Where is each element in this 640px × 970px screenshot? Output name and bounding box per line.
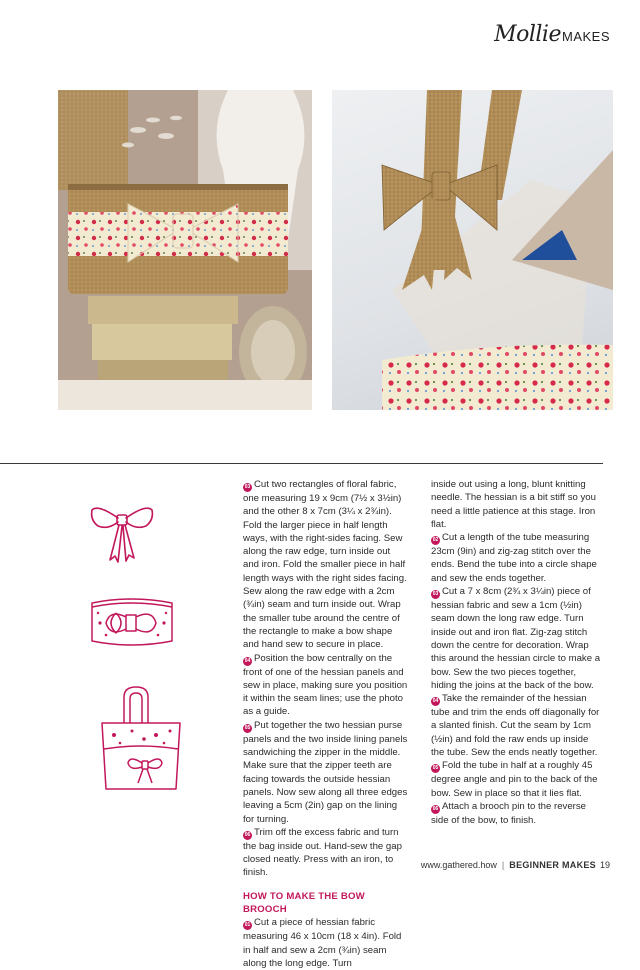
step-paragraph [243,826,408,880]
step-number-badge: 05 [244,724,251,731]
step-paragraph [431,692,601,759]
brand-suffix: MAKES [561,29,610,44]
step-paragraph [243,478,408,652]
brand-logo [494,22,610,47]
section-subheading: HOW TO MAKE THE BOW BROOCH [243,890,365,916]
bow-illustration-icon [88,500,156,570]
step-number-badge: 03 [432,591,439,598]
photo-purse [58,90,312,410]
step-paragraph [243,652,408,719]
step-text: Put together the two hessian purse panels and the two inside lining panels sandwiching the zipper in the middle. Make sure that the zipper teeth are facing towards the outside hessian panels. Now sew along all three edges leaving a 5cm (2in) gap on the lining for turning. [243,719,408,825]
footer-section-name: BEGINNER MAKES [509,860,596,870]
step-text: Fold the tube in half at a roughly 45 degree angle and pin to the back of the bow. Sew in place so that it lies flat. [431,760,598,799]
step-text: Cut a 7 x 8cm (2¾ x 3¼in) piece of hessian fabric and sew a 1cm (½in) seam down the long raw edge. Turn inside out and iron flat. Zig-zag stitch down the centre for decoration. Wrap this around the hessian circle to make a bow. Sew the two pieces together, hiding the joins at the back of the bow. [431,586,601,691]
step-text: Take the remainder of the hessian tube and trim the ends off diagonally for a slanted finish. Cut the seam by 1cm (½in) and fold the raw ends up inside the tube. Sew the ends neatly together. [431,693,600,759]
page-number: 19 [599,860,610,870]
step-paragraph [431,800,601,827]
step-text: Position the bow centrally on the front of one of the hessian panels and sew in place, making sure you position it within the seam lines; use the photo as a guide. [243,652,408,718]
step-text: Cut two rectangles of floral fabric, one measuring 19 x 9cm (7½ x 3½in) and the other 8 x 7cm (3¼ x 2¾in). Fold the larger piece in half length ways, with the right-sides facing. Sew along the raw edge, turn inside out and iron. Fold the smaller piece in half length ways with the right sides facing. Sew along the raw edge with a 2cm (¾in) seam and turn inside out. Wrap the smaller tube around the centre of the rectangle to make a bow shape and hand sew to secure in place. [243,479,407,651]
step-paragraph [431,531,601,585]
tote-bag-illustration-icon [96,683,186,793]
step-number-badge: 04 [432,698,439,705]
step-text: Cut a piece of hessian fabric measuring 46 x 10cm (18 x 4in). Fold in half and sew a 2cm (¾in) seam along the long edge. Turn [243,917,402,969]
instructions-column-1 [243,478,408,970]
step-number-badge: 03 [244,484,251,490]
brooch-photo-graphic [332,90,613,410]
step-text: Cut a length of the tube measuring 23cm (9in) and zig-zag stitch over the ends. Bend the tube into a circle shape and sew the ends together. [431,532,597,584]
footer-url[interactable]: www.gathered.how [420,860,497,870]
step-number-badge: 02 [432,537,439,544]
purse-photo-graphic [58,90,312,410]
brand-script: Mollie [494,22,561,47]
photo-bow-brooch [332,90,613,410]
step-number-badge: 01 [244,922,251,929]
page-footer [421,860,610,870]
step-number-badge: 06 [432,805,439,812]
step-paragraph [431,759,601,800]
step-paragraph [431,585,601,692]
footer-separator: | [501,860,505,870]
instructions-column-2 [431,478,601,827]
continued-text: inside out using a long, blunt knitting needle. The hessian is a bit stiff so you need a little patience at this stage. Iron flat. [431,479,596,530]
purse-illustration-icon [86,593,178,653]
step-paragraph [243,916,408,970]
step-number-badge: 05 [432,765,439,772]
step-text: Attach a brooch pin to the reverse side of the bow, to finish. [431,800,586,826]
step-number-badge: 04 [244,657,251,664]
step-number-badge: 06 [244,831,251,838]
step-text: Trim off the excess fabric and turn the bag inside out. Hand-sew the gap closed neatly. Press with an iron, to finish. [243,826,402,879]
step-paragraph [243,719,408,826]
section-divider [0,463,603,464]
